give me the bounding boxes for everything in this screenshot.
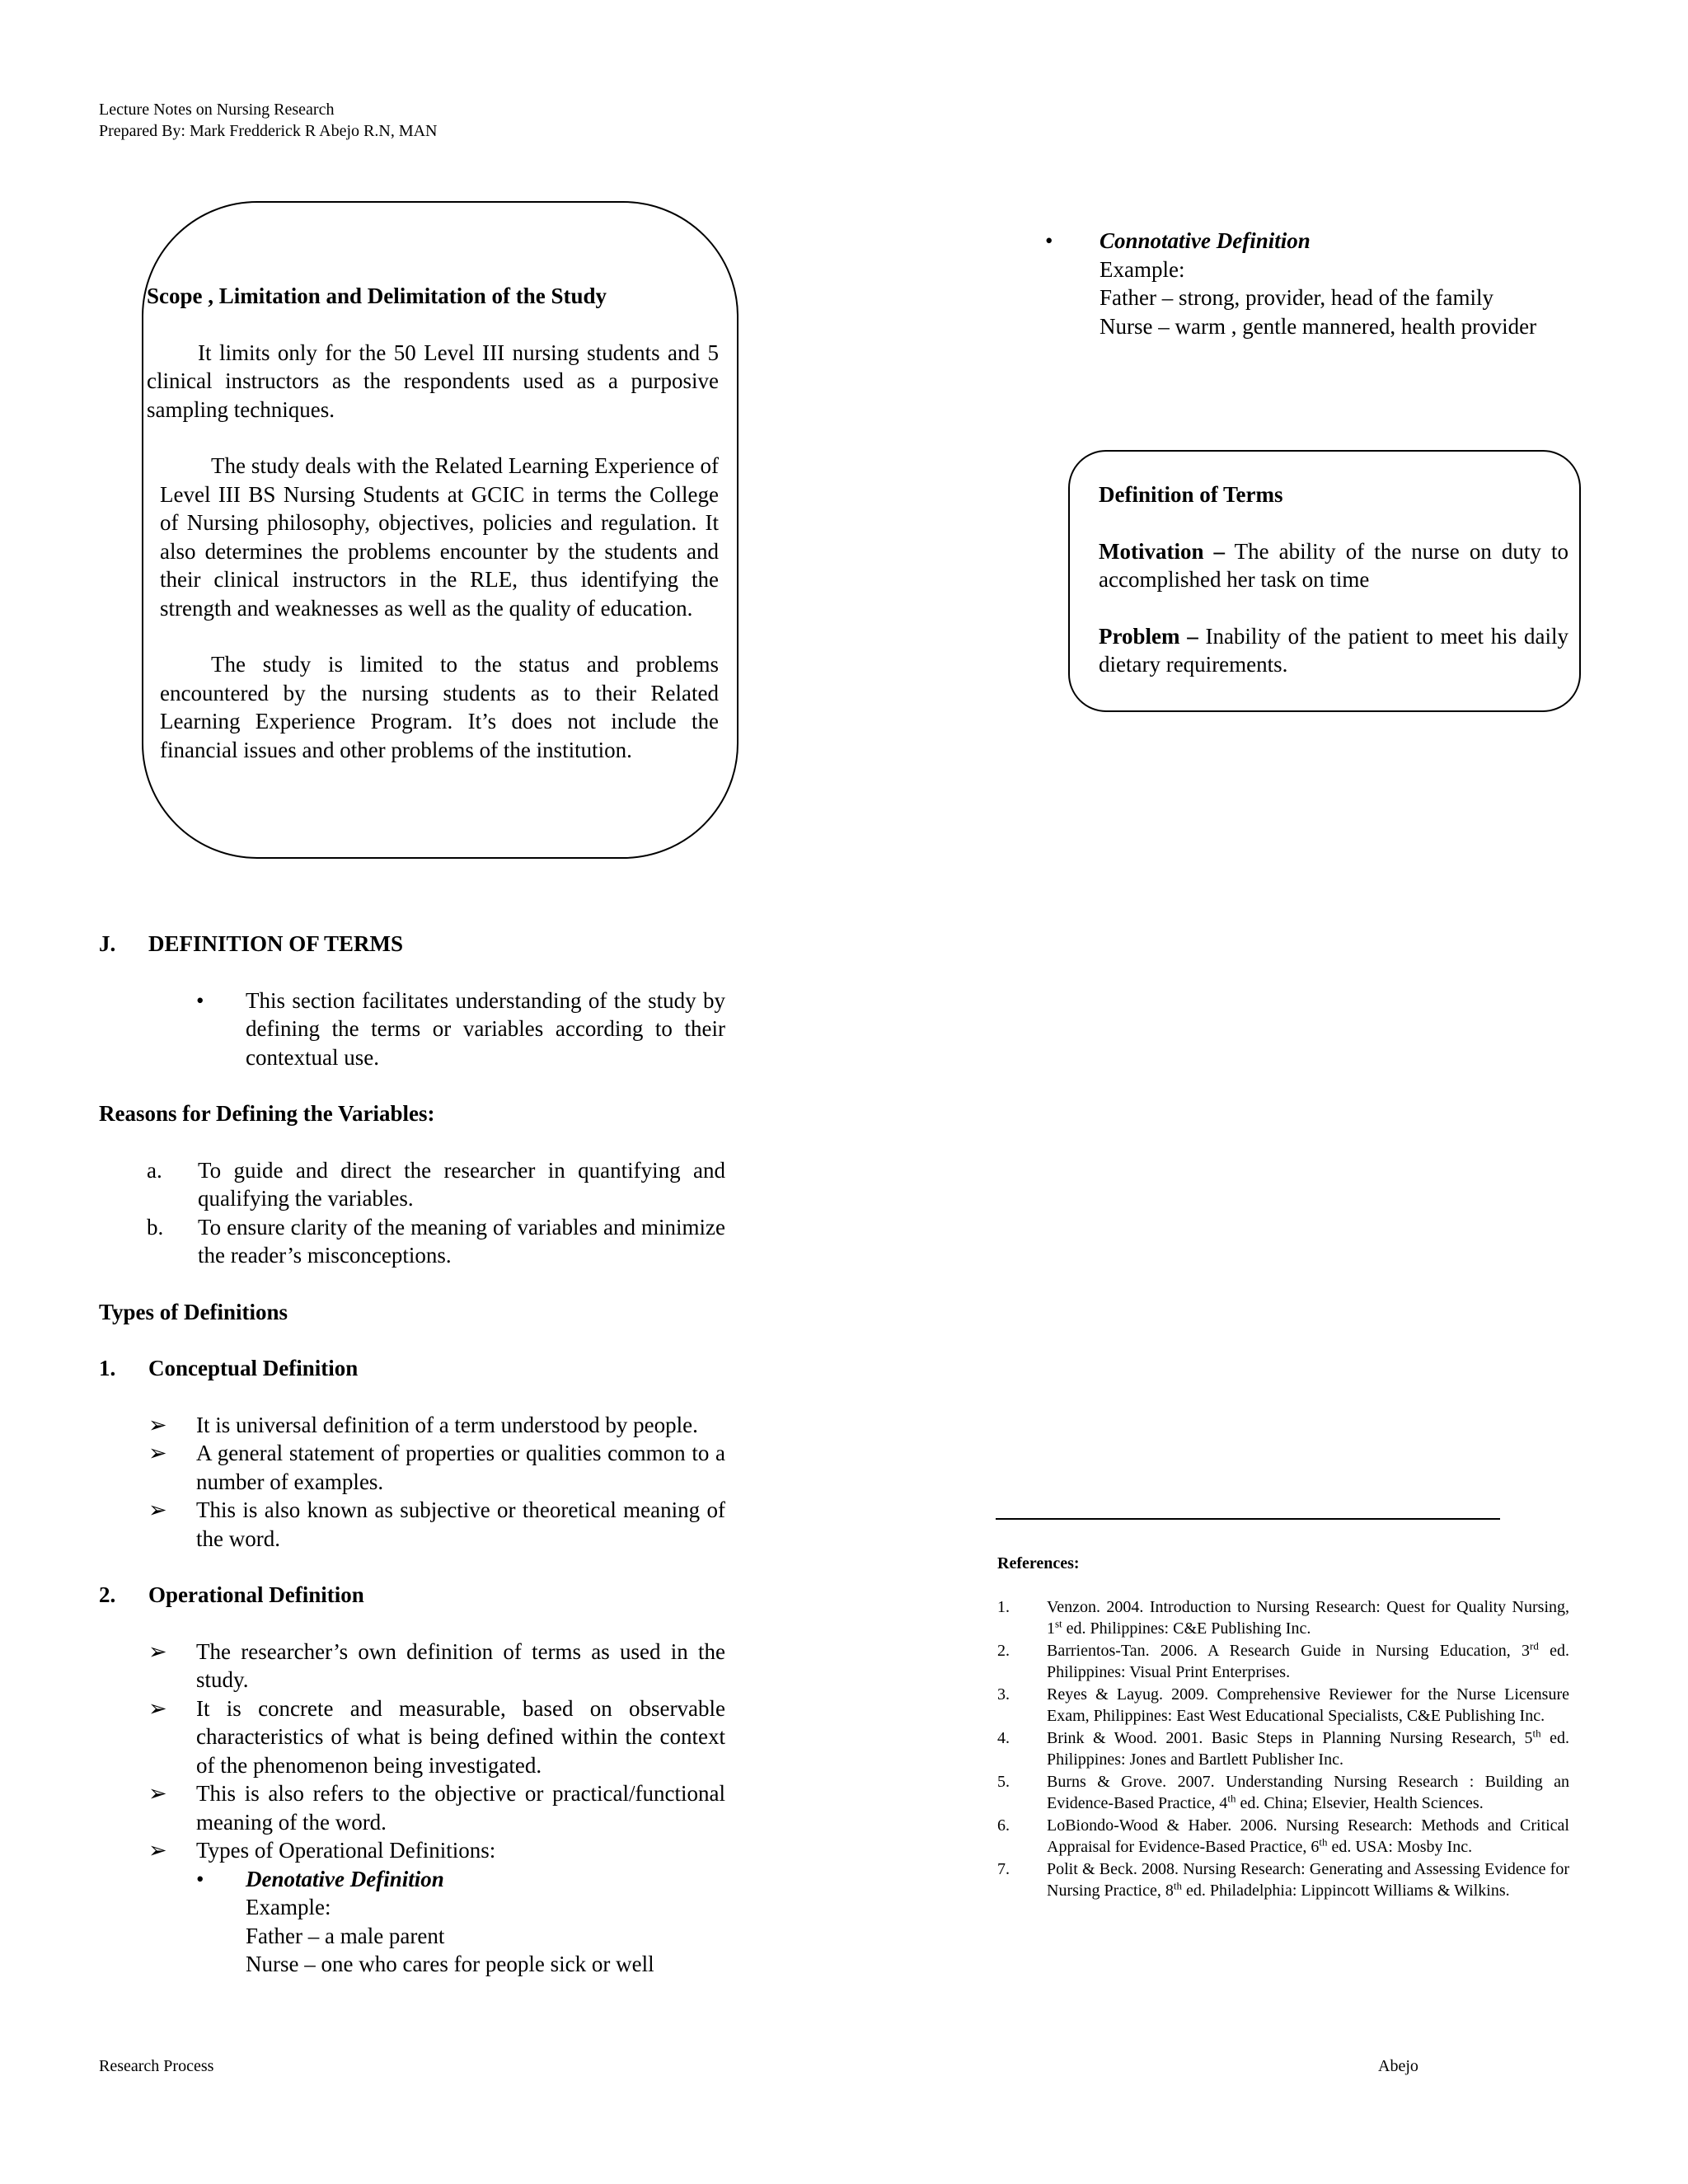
reference-text: ed. Philippines: C&E Publishing Inc. (1062, 1619, 1311, 1638)
reference-text: Barrientos-Tan. 2006. A Research Guide in Nursing Education, 3 (1047, 1641, 1531, 1660)
scope-box (147, 282, 719, 792)
reference-item (997, 1684, 1569, 1727)
list-item-text: It is universal definition of a term understood by people. (196, 1412, 698, 1437)
reasons-heading: Reasons for Defining the Variables: (99, 1101, 435, 1126)
reference-number: 6. (997, 1816, 1010, 1835)
list-item (99, 1156, 725, 1213)
reference-superscript: rd (1530, 1638, 1539, 1652)
scope-paragraph: The study deals with the Related Learning Experience of Level III BS Nursing Students at GCIC in terms the College of Nursing philosophy, objectives, policies and regulation. It also determines the problems encounter by the students and their clinical instructors in the RLE, thus identifying the strength and weaknesses as well as the quality of education. (160, 453, 719, 621)
example-label: Example: (1100, 256, 1185, 282)
example-label: Example: (246, 1895, 331, 1919)
arrow-bullet-icon: ➢ (148, 1441, 167, 1465)
reference-superscript: th (1173, 1879, 1182, 1892)
motivation-term: Motivation – (1099, 538, 1226, 564)
terms-box (1099, 480, 1568, 707)
example-line: Nurse – warm , gentle mannered, health provider (1100, 313, 1537, 339)
footer-right: Abejo (1378, 2057, 1418, 2075)
list-item (99, 1496, 725, 1553)
motivation-text: The ability of the nurse on duty to accomplished her task on time (1099, 538, 1568, 592)
reference-text: Venzon. 2004. Introduction to Nursing Research: Quest for Quality Nursing, 1 (1047, 1597, 1569, 1638)
list-item-text: A general statement of properties or qualities common to a number of examples. (196, 1441, 725, 1494)
reference-number: 4. (997, 1728, 1010, 1747)
subsection-heading (99, 1354, 725, 1383)
list-item-text: To ensure clarity of the meaning of variables and minimize the reader’s misconceptions. (198, 1214, 725, 1268)
reference-number: 2. (997, 1641, 1010, 1660)
denotative-term: Denotative Definition (246, 1866, 444, 1891)
connotative-term: Connotative Definition (1100, 228, 1311, 253)
footer-left: Research Process (99, 2057, 214, 2075)
list-item (99, 1638, 725, 1694)
reference-superscript: th (1227, 1792, 1236, 1805)
arrow-bullet-icon: ➢ (148, 1838, 167, 1863)
section-number: 1. (99, 1356, 116, 1380)
reasons-list (99, 1156, 725, 1270)
operational-list (99, 1638, 725, 1979)
reference-item (997, 1771, 1569, 1815)
arrow-bullet-icon: ➢ (148, 1638, 167, 1664)
list-item (99, 1694, 725, 1780)
list-marker: a. (147, 1157, 162, 1183)
section-title: DEFINITION OF TERMS (148, 931, 404, 956)
reference-number: 7. (997, 1859, 1010, 1878)
reference-superscript: th (1532, 1726, 1541, 1739)
page-header (99, 99, 438, 142)
reference-text: ed. Philippines: Visual Print Enterprises. (1047, 1641, 1569, 1681)
list-item-text: This is also refers to the objective or practical/functional meaning of the word. (196, 1781, 725, 1835)
reference-text: Polit & Beck. 2008. Nursing Research: Generating and Assessing Evidence for Nursing Practice, 8 (1047, 1859, 1569, 1900)
list-item (99, 1779, 725, 1836)
list-item (99, 987, 725, 1072)
list-item-text: This section facilitates understanding of the study by defining the terms or variables according to their contextual use. (246, 987, 725, 1070)
denotative-definition (99, 1865, 725, 1979)
references-list (997, 1596, 1569, 1902)
connotative-definition (1045, 227, 1573, 340)
reference-number: 1. (997, 1597, 1010, 1616)
references-title: References: (997, 1554, 1080, 1572)
problem-text: Inability of the patient to meet his daily dietary requirements. (1099, 623, 1568, 677)
problem-definition (1099, 622, 1568, 679)
list-item (99, 1836, 725, 1865)
list-item-text: The researcher’s own definition of terms as used in the study. (196, 1638, 725, 1692)
section-number: J. (99, 931, 116, 956)
reference-text: ed. China; Elsevier, Health Sciences. (1236, 1794, 1484, 1812)
reference-text: Burns & Grove. 2007. Understanding Nursing Research : Building an Evidence-Based Practice, 4 (1047, 1772, 1569, 1812)
list-item (99, 1439, 725, 1496)
section-number: 2. (99, 1582, 116, 1607)
reference-number: 5. (997, 1772, 1010, 1791)
list-item (99, 1411, 725, 1440)
references (997, 1553, 1569, 1902)
scope-paragraph: The study is limited to the status and problems encountered by the nursing students as to their Related Learning Experience Program. It’s does not include the financial issues and other problems of the institution. (160, 652, 719, 762)
subsection-title: Conceptual Definition (148, 1356, 359, 1380)
terms-box-title: Definition of Terms (1099, 482, 1283, 507)
references-divider (996, 1518, 1500, 1520)
arrow-bullet-icon: ➢ (148, 1781, 167, 1806)
reference-number: 3. (997, 1685, 1010, 1704)
list-marker: b. (147, 1214, 164, 1240)
bullet-icon: • (196, 1866, 204, 1891)
list-item-text: Types of Operational Definitions: (196, 1838, 496, 1863)
arrow-bullet-icon: ➢ (148, 1695, 167, 1721)
conceptual-list (99, 1411, 725, 1554)
scope-paragraph: It limits only for the 50 Level III nursing students and 5 clinical instructors as the respondents used as a purposive sampling techniques. (147, 340, 719, 422)
reference-item (997, 1858, 1569, 1902)
example-line: Father – strong, provider, head of the family (1100, 285, 1494, 310)
list-item (99, 1213, 725, 1270)
subsection-title: Operational Definition (148, 1582, 364, 1607)
reference-text: Brink & Wood. 2001. Basic Steps in Planning Nursing Research, 5 (1047, 1728, 1533, 1747)
bullet-icon: • (1045, 228, 1053, 253)
reference-text: LoBiondo-Wood & Haber. 2006. Nursing Research: Methods and Critical Appraisal for Evidence-Based Practice, 6 (1047, 1816, 1569, 1856)
motivation-definition (1099, 537, 1568, 594)
header-line-2: Prepared By: Mark Fredderick R Abejo R.N, MAN (99, 122, 438, 140)
main-column (99, 930, 725, 2007)
reference-item (997, 1596, 1569, 1640)
reference-text: ed. Philippines: Jones and Bartlett Publisher Inc. (1047, 1728, 1569, 1769)
reference-item (997, 1727, 1569, 1771)
reference-text: ed. USA: Mosby Inc. (1327, 1838, 1473, 1856)
problem-term: Problem – (1099, 623, 1198, 649)
header-line-1: Lecture Notes on Nursing Research (99, 101, 335, 119)
reference-item (997, 1815, 1569, 1858)
list-item-text: To guide and direct the researcher in quantifying and qualifying the variables. (198, 1157, 725, 1211)
scope-title: Scope , Limitation and Delimitation of the Study (147, 284, 607, 308)
arrow-bullet-icon: ➢ (148, 1497, 167, 1522)
bullet-icon: • (196, 987, 204, 1013)
types-heading: Types of Definitions (99, 1299, 288, 1324)
section-heading (99, 930, 725, 958)
list-item-text: This is also known as subjective or theoretical meaning of the word. (196, 1497, 725, 1551)
reference-text: ed. Philadelphia: Lippincott Williams & Wilkins. (1181, 1882, 1510, 1900)
arrow-bullet-icon: ➢ (148, 1412, 167, 1437)
list-item-text: It is concrete and measurable, based on observable characteristics of what is being defined within the context of the phenomenon being investigated. (196, 1695, 725, 1778)
example-line: Nurse – one who cares for people sick or well (246, 1952, 654, 1976)
reference-text: Reyes & Layug. 2009. Comprehensive Reviewer for the Nurse Licensure Exam, Philippines: East West Educational Specialists, C&E Publishing Inc. (1047, 1685, 1569, 1725)
section-bullets (99, 987, 725, 1072)
reference-superscript: th (1319, 1835, 1328, 1849)
subsection-heading (99, 1581, 725, 1610)
example-line: Father – a male parent (246, 1923, 445, 1948)
reference-superscript: st (1055, 1617, 1062, 1630)
reference-item (997, 1640, 1569, 1684)
